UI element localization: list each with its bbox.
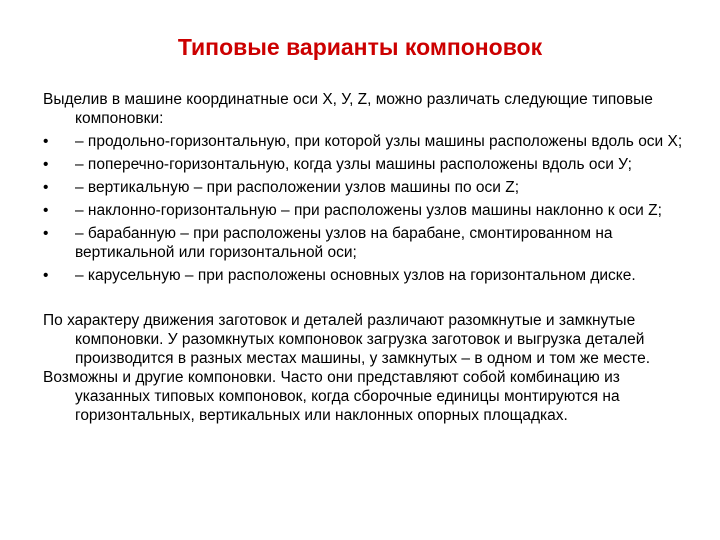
bullet-item-vertical <box>43 178 683 197</box>
bullet-list <box>43 132 683 285</box>
bullet-text: – поперечно-горизонтальную, когда узлы машины расположены вдоль оси У; <box>75 156 632 173</box>
bullet-text: – продольно-горизонтальную, при которой узлы машины расположены вдоль оси X; <box>75 133 683 150</box>
bullet-text: – барабанную – при расположены узлов на барабане, смонтированном на вертикальной или горизонтальной оси; <box>75 225 613 261</box>
bullet-icon: • <box>43 225 49 242</box>
bullet-item-longitudinal <box>43 132 683 151</box>
spacer <box>43 289 683 311</box>
paragraph-other-layouts: Возможны и другие компоновки. Часто они представляют собой комбинацию из указанных типовых компоновок, когда сборочные единицы монтируются на горизонтальных, вертикальных или наклонных опорных площадках. <box>43 369 620 424</box>
bullet-text: – наклонно-горизонтальную – при расположены узлов машины наклонно к оси Z; <box>75 202 662 219</box>
slide-title: Типовые варианты компоновок <box>177 34 543 60</box>
bullet-item-drum <box>43 224 683 262</box>
slide-content <box>43 90 683 425</box>
bullet-icon: • <box>43 179 49 196</box>
bullet-item-inclined <box>43 201 683 220</box>
bullet-item-carousel <box>43 266 683 285</box>
bullet-item-transverse <box>43 155 683 174</box>
bullet-icon: • <box>43 202 49 219</box>
bullet-text: – вертикальную – при расположении узлов машины по оси Z; <box>75 179 520 196</box>
intro-paragraph: Выделив в машине координатные оси X, У, Z, можно различать следующие типовые компоновки: <box>43 91 653 127</box>
bullet-icon: • <box>43 267 49 284</box>
bullet-text: – карусельную – при расположены основных узлов на горизонтальном диске. <box>75 267 636 284</box>
paragraph-open-closed: По характеру движения заготовок и деталей различают разомкнутые и замкнутые компоновки. У разомкнутых компоновок загрузка заготовок и выгрузка деталей производится в разных местах машины, у замкнутых – в одном и том же месте. <box>43 312 651 367</box>
bullet-icon: • <box>43 133 49 150</box>
bullet-icon: • <box>43 156 49 173</box>
